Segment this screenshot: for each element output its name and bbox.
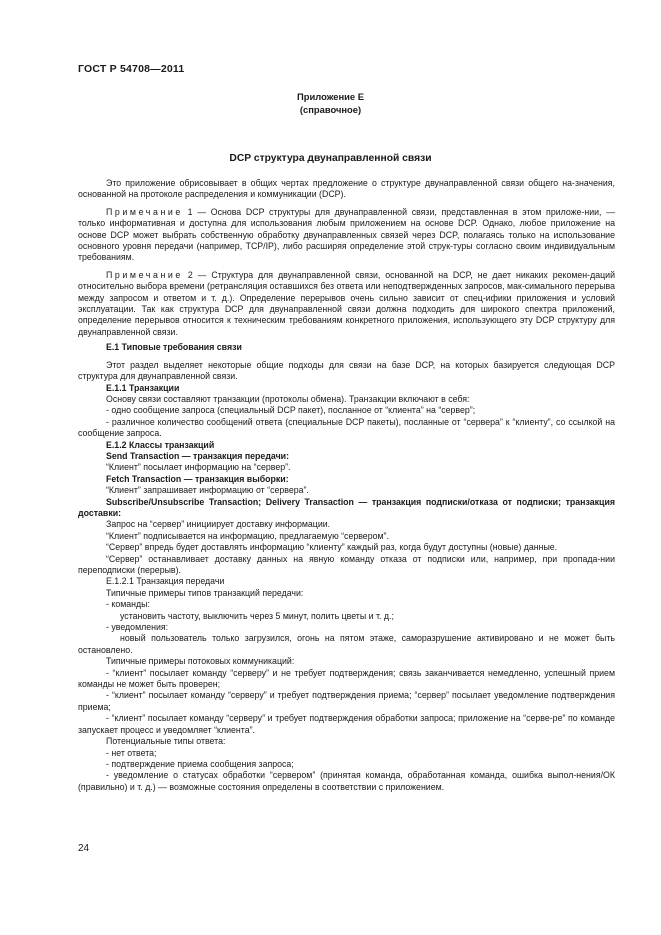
note-2 (78, 270, 615, 338)
fetch-transaction-heading: Fetch Transaction — транзакция выборки: (106, 473, 289, 484)
response-types-text: Потенциальные типы ответа: (106, 736, 226, 747)
send-transaction-heading: Send Transaction — транзакция передачи: (106, 450, 290, 461)
commands-text: установить частоту, выключить через 5 минут, полить цветы и т. д.; (120, 610, 394, 621)
section-e12-heading: Е.1.2 Классы транзакций (106, 439, 215, 450)
list-item: - команды: (106, 599, 150, 610)
subscribe-text: “Сервер” останавливает доставку данных на явную команду отказа от подписки или, например, при пропада-нии переподписки (перерыв). (78, 553, 615, 575)
note-1 (78, 207, 615, 264)
list-item: - различное количество сообщений ответа (специальные DCP пакеты), посланные от “сервера” к “клиенту”, со ссылкой на сообщение запроса. (78, 416, 615, 439)
list-item: - “клиент” посылает команду “серверу” и требует подтверждения обработки запроса; приложение на “серве-ре” по команде запускает процесс и уведомляет “клиента”. (78, 713, 615, 735)
fetch-transaction-text: “Клиент” запрашивает информацию от “сервера”. (106, 485, 309, 496)
document-title: DCP структура двунаправленной связи (229, 153, 432, 164)
section-e121-heading: Е.1.2.1 Транзакция передачи (106, 576, 225, 587)
subscribe-text: Запрос на “сервер” инициирует доставку информации. (106, 519, 331, 530)
subscribe-text: “Сервер” впредь будет доставлять информацию “клиенту” каждый раз, когда будут доступны (новые) данные. (106, 542, 558, 553)
page-number: 24 (78, 843, 90, 854)
annex-subtitle: (справочное) (299, 104, 362, 115)
annex-title: Приложение Е (297, 91, 364, 102)
section-e1-text: Этот раздел выделяет некоторые общие подходы для связи на базе DCP, на которых базируется следующая DCP структура для двунаправленной связи. (78, 359, 615, 382)
list-item: - уведомление о статусах обработки “сервером” (принятая команда, обработанная команда, ошибка выпол-нения/ОК (правильно) и т. д.) — возможные состояния определены в соответствии с приложением. (78, 770, 615, 792)
note-1-text: 1 — Основа DCP структуры для двунаправленной связи, представленная в этом приложе-нии, — только информативная и доступна для использования любым приложением на основе DCP. Однако, любое приложение на основе DCP может выбрать собственную обработку двунаправленных связей через DCP, полагаясь только на использование основного уровня передачи (например, TCP/IP), либо расширяя определение этой струк-туры согласно своим индивидуальным требованиям. (78, 206, 615, 263)
standard-header: ГОСТ Р 54708—2011 (78, 63, 185, 75)
section-e121-text: Типичные примеры типов транзакций передачи: (106, 587, 304, 598)
list-item: - нет ответа; (106, 747, 157, 758)
intro-paragraph: Это приложение обрисовывает в общих чертах предложение о структуре двунаправленной связи общего на-значения, основанной на протоколе распределения и коммуникации (DCP). (78, 178, 615, 200)
section-e1-heading: Е.1 Типовые требования связи (106, 342, 242, 353)
note-1-label: Примечание (106, 206, 183, 217)
send-transaction-text: “Клиент” посылает информацию на “сервер”. (106, 462, 291, 473)
note-2-text: 2 — Структура для двунаправленной связи, основанной на DCP, не дает никаких рекомен-даций относительно выбора времени (ретрансляция оставшихся без ответа или неподтвержденных запросов, мак-симального перерыва между запросом и ответом и т. д.). Определение перерывов очень сильно зависит от спец-ифики приложения и условий эксплуатации. Так как структура DCP для двунаправленной связи должна подходить для широкого спектра приложений, определение перерывов относится к техническим требованиям конкретного приложения, использующего эту DCP структуру для двунаправленной связи. (78, 269, 615, 337)
document-body (78, 178, 615, 793)
subscribe-text: “Клиент” подписывается на информацию, предлагаемую “сервером”. (106, 530, 389, 541)
flow-text: Типичные примеры потоковых коммуникаций: (106, 656, 295, 667)
section-e11-text: Основу связи составляют транзакции (протоколы обмена). Транзакции включают в себя: (106, 393, 470, 404)
notifications-text: новый пользователь только загрузился, огонь на пятом этаже, саморазрушение активировано и не может быть остановлено. (78, 633, 615, 655)
list-item: - подтверждение приема сообщения запроса; (106, 758, 294, 769)
list-item: - “клиент” посылает команду “серверу” и требует подтверждения приема; “сервер” посылает уведомление подтверждения приема; (78, 690, 615, 712)
note-2-label: Примечание (106, 269, 183, 280)
section-e11-heading: Е.1.1 Транзакции (106, 382, 180, 393)
list-item: - уведомления: (106, 622, 169, 633)
list-item: - “клиент” посылает команду “серверу” и не требует подтверждения; связь заканчивается немедленно, успешный прием команды не может быть проверен; (78, 667, 615, 690)
list-item: - одно сообщение запроса (специальный DCP пакет), посланное от “клиента” на “сервер”; (106, 405, 476, 416)
subscribe-transaction-heading: Subscribe/Unsubscribe Transaction; Delivery Transaction — транзакция подписки/отказа от подписки; транзакция доставки: (78, 496, 615, 518)
